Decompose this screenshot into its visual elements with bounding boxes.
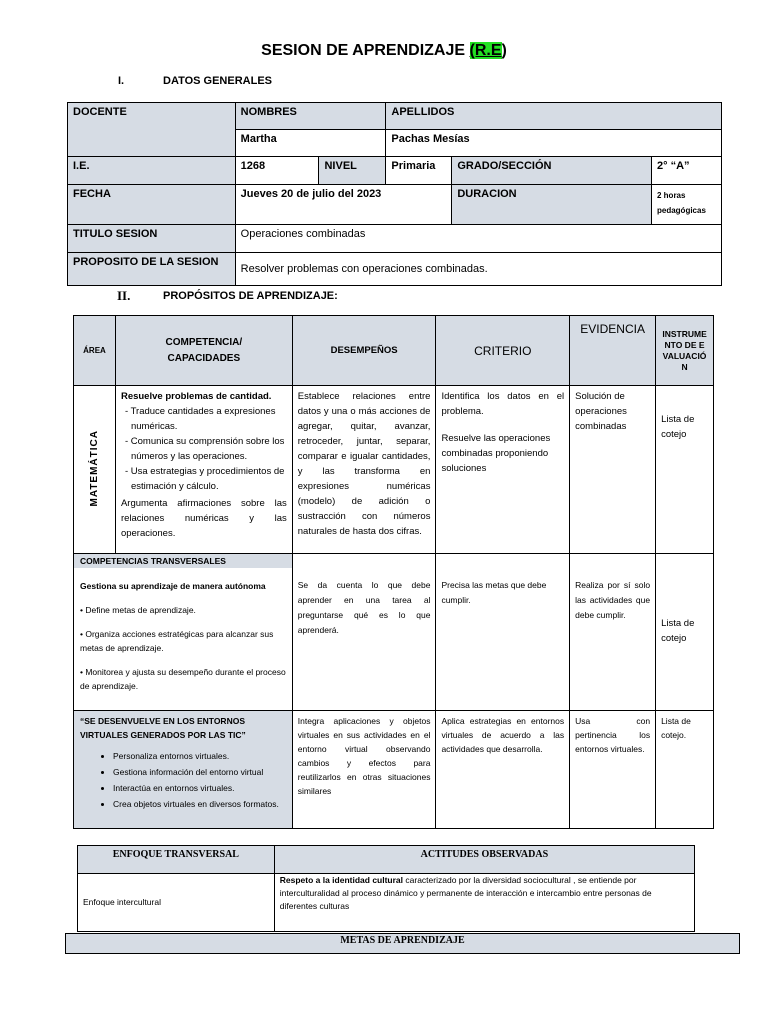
nombres-value: Martha (235, 130, 386, 157)
title-main: SESION DE APRENDIZAJE (261, 42, 470, 59)
evidencia-cell: Solución de operaciones combinadas (570, 386, 656, 554)
fecha-label: FECHA (68, 185, 236, 225)
titulo-label: TITULO SESION (68, 225, 236, 253)
nivel-value: Primaria (386, 157, 452, 185)
fecha-value: Jueves 20 de julio del 2023 (235, 185, 452, 225)
ie-label: I.E. (68, 157, 236, 185)
transversal-criterio: Precisa las metas que debe cumplir. (436, 554, 570, 711)
tic-item: • Crea objetos virtuales en diversos formatos. (113, 796, 287, 812)
grado-value: 2° “A” (652, 157, 722, 185)
header-criterio: CRITERIO (436, 316, 570, 386)
actitud-rest: caracterizado por la diversidad sociocultural , se entiende por interculturalidad al proceso dinámico y permanente de interacción e intercambio entre personas de diferentes culturas (279, 875, 652, 911)
header-area: ÁREA (74, 316, 116, 386)
instrumento-cell: Lista de cotejo (656, 386, 714, 554)
actitudes-cell (274, 874, 694, 932)
transversal-header: COMPETENCIAS TRANSVERSALES (74, 554, 292, 568)
capacidad-item: - Usa estrategias y procedimientos de estimación y cálculo. (124, 466, 285, 492)
transversal-cell (74, 554, 293, 711)
docente-label: DOCENTE (68, 103, 236, 157)
nombres-label: NOMBRES (235, 103, 386, 130)
transversal-desempeno: Se da cuenta lo que debe aprender en una tarea al preguntarse qué es lo que aprenderá. (292, 554, 436, 711)
transversal-item: • Monitorea y ajusta su desempeño durante el proceso de aprendizaje. (80, 667, 286, 691)
tic-criterio: Aplica estrategias en entornos virtuales de acuerdo a las actividades que desarrolla. (436, 711, 570, 829)
header-desempenos: DESEMPEÑOS (292, 316, 436, 386)
tic-desempeno: Integra aplicaciones y objetos virtuales en sus actividades en el entorno virtual observando cambios y efectos para reutilizarlos en otras situaciones similares (292, 711, 436, 829)
duracion-label: DURACION (452, 185, 652, 225)
enfoque-name: Enfoque intercultural (78, 874, 275, 932)
tic-title: “SE DESENVUELVE EN LOS ENTORNOS VIRTUALES GENERADOS POR LAS TIC” (80, 716, 246, 740)
capacidad-extra: Argumenta afirmaciones sobre las relaciones numéricas y las operaciones. (120, 498, 287, 539)
section1-label: DATOS GENERALES (163, 75, 272, 87)
titulo-value: Operaciones combinadas (235, 225, 721, 253)
header-evidencia: EVIDENCIA (570, 316, 656, 386)
header-competencia: COMPETENCIA/ CAPACIDADES (115, 316, 292, 386)
apellidos-value: Pachas Mesías (386, 130, 722, 157)
section2-number: II. (117, 288, 131, 303)
tic-evidencia: Usa con pertinencia los entornos virtuales. (570, 711, 656, 829)
page-title (0, 42, 768, 60)
proposito-label: PROPOSITO DE LA SESION (68, 253, 236, 286)
general-data-table (67, 102, 722, 286)
title-close: ) (501, 42, 507, 59)
metas-header: METAS DE APRENDIZAJE (66, 934, 740, 954)
ie-value: 1268 (235, 157, 319, 185)
transversal-title: Gestiona su aprendizaje de manera autónoma (80, 581, 266, 591)
actitudes-header: ACTITUDES OBSERVADAS (274, 846, 694, 874)
header-instrumento: INSTRUMENTO DE EVALUACIÓN (656, 316, 714, 386)
criterio-cell (436, 386, 570, 554)
actitud-bold: Respeto a la identidad cultural (279, 875, 404, 885)
proposito-value: Resolver problemas con operaciones combinadas. (235, 253, 721, 286)
competencia-cell (115, 386, 292, 554)
criterio-1: Identifica los datos en el problema. (441, 391, 565, 417)
title-highlight: (R.E (469, 42, 502, 59)
enfoque-header: ENFOQUE TRANSVERSAL (78, 846, 275, 874)
criterio-2: Resuelve las operaciones combinadas proponiendo soluciones (441, 433, 551, 474)
competencia-title: Resuelve problemas de cantidad. (120, 391, 272, 402)
tic-item: • Interactúa en entornos virtuales. (113, 780, 287, 796)
enfoque-table (77, 845, 695, 932)
tic-instrumento: Lista de cotejo. (656, 711, 714, 829)
metas-table (65, 933, 740, 954)
tic-item: • Personaliza entornos virtuales. (113, 748, 287, 764)
area-label: MATEMÁTICA (88, 429, 100, 507)
purposes-table (73, 315, 714, 829)
capacidad-item: - Traduce cantidades a expresiones numéricas. (124, 406, 276, 432)
transversal-evidencia: Realiza por sí solo las actividades que debe cumplir. (570, 554, 656, 711)
nivel-label: NIVEL (319, 157, 386, 185)
capacidad-item: - Comunica su comprensión sobre los números y las operaciones. (124, 436, 285, 462)
section1-number: I. (118, 75, 125, 87)
duracion-value: 2 horas pedagógicas (652, 185, 722, 225)
desempeno-cell: Establece relaciones entre datos y una o más acciones de agregar, quitar, avanzar, retroceder, juntar, separar, comparar e igualar cantidades, y las transforma en expresiones numéricas (modelo) de adición o sustracción con números naturales de hasta dos cifras. (292, 386, 436, 554)
section2-label: PROPÓSITOS DE APRENDIZAJE: (163, 290, 338, 302)
area-cell (74, 386, 116, 554)
transversal-item: • Organiza acciones estratégicas para alcanzar sus metas de aprendizaje. (80, 629, 274, 653)
tic-item: • Gestiona información del entorno virtual (113, 764, 287, 780)
transversal-item: • Define metas de aprendizaje. (80, 605, 196, 615)
grado-label: GRADO/SECCIÓN (452, 157, 652, 185)
transversal-instrumento: Lista de cotejo (656, 554, 714, 711)
apellidos-label: APELLIDOS (386, 103, 722, 130)
tic-cell (74, 711, 293, 829)
